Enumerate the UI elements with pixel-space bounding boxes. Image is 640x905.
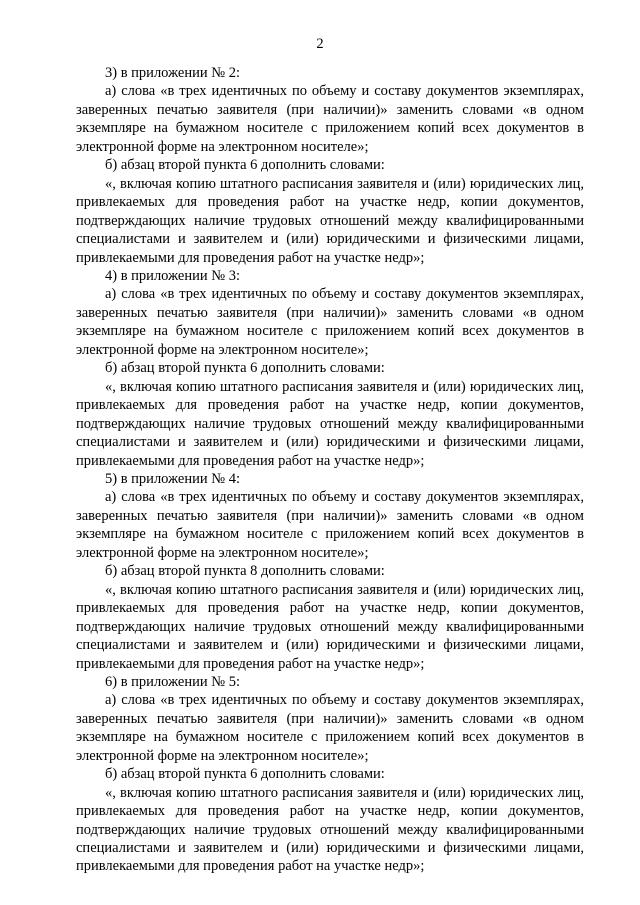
- item-a-paragraph: а) слова «в трех идентичных по объему и составу документов экземплярах, заверенных печатью заявителя (при наличии)» заменить словами «в одном экземпляре на бумажном носителе с приложением копий всех документов в электронной форме на электронном носителе»;: [76, 489, 584, 561]
- item-a-paragraph: а) слова «в трех идентичных по объему и составу документов экземплярах, заверенных печатью заявителя (при наличии)» заменить словами «в одном экземпляре на бумажном носителе с приложением копий всех документов в электронной форме на электронном носителе»;: [76, 286, 584, 358]
- amendment-section-6: [76, 673, 584, 876]
- item-b-paragraph: б) абзац второй пункта 8 дополнить словами:: [105, 563, 385, 580]
- quoted-addition: «, включая копию штатного расписания заявителя и (или) юридических лиц, привлекаемых для проведения работ на участке недр, копии документов, подтверждающих наличие трудовых отношений между квалифицированными специалистами и заявителем и (или) юридическими и физическими лицами, привлекаемыми для проведения работ на участке недр»;: [76, 175, 584, 266]
- section-heading: 4) в приложении № 3:: [105, 267, 240, 284]
- section-heading: 3) в приложении № 2:: [105, 65, 240, 81]
- document-body: [76, 64, 584, 876]
- amendment-section-5: [76, 470, 584, 673]
- quoted-addition: «, включая копию штатного расписания заявителя и (или) юридических лиц, привлекаемых для проведения работ на участке недр, копии документов, подтверждающих наличие трудовых отношений между квалифицированными специалистами и заявителем и (или) юридическими и физическими лицами, привлекаемыми для проведения работ на участке недр»;: [76, 784, 584, 875]
- item-a-paragraph: а) слова «в трех идентичных по объему и составу документов экземплярах, заверенных печатью заявителя (при наличии)» заменить словами «в одном экземпляре на бумажном носителе с приложением копий всех документов в электронной форме на электронном носителе»;: [76, 692, 584, 764]
- item-b-paragraph: б) абзац второй пункта 6 дополнить словами:: [105, 157, 385, 174]
- page-number: 2: [316, 36, 324, 52]
- amendment-section-3: [76, 64, 584, 267]
- amendment-section-4: [76, 267, 584, 470]
- item-b-paragraph: б) абзац второй пункта 6 дополнить словами:: [105, 766, 385, 783]
- section-heading: 6) в приложении № 5:: [105, 673, 240, 690]
- quoted-addition: «, включая копию штатного расписания заявителя и (или) юридических лиц, привлекаемых для проведения работ на участке недр, копии документов, подтверждающих наличие трудовых отношений между квалифицированными специалистами и заявителем и (или) юридическими и физическими лицами, привлекаемыми для проведения работ на участке недр»;: [76, 378, 584, 469]
- section-heading: 5) в приложении № 4:: [105, 470, 240, 487]
- item-b-paragraph: б) абзац второй пункта 6 дополнить словами:: [105, 360, 385, 377]
- quoted-addition: «, включая копию штатного расписания заявителя и (или) юридических лиц, привлекаемых для проведения работ на участке недр, копии документов, подтверждающих наличие трудовых отношений между квалифицированными специалистами и заявителем и (или) юридическими и физическими лицами, привлекаемыми для проведения работ на участке недр»;: [76, 581, 584, 672]
- item-a-paragraph: а) слова «в трех идентичных по объему и составу документов экземплярах, заверенных печатью заявителя (при наличии)» заменить словами «в одном экземпляре на бумажном носителе с приложением копий всех документов в электронной форме на электронном носителе»;: [76, 83, 584, 155]
